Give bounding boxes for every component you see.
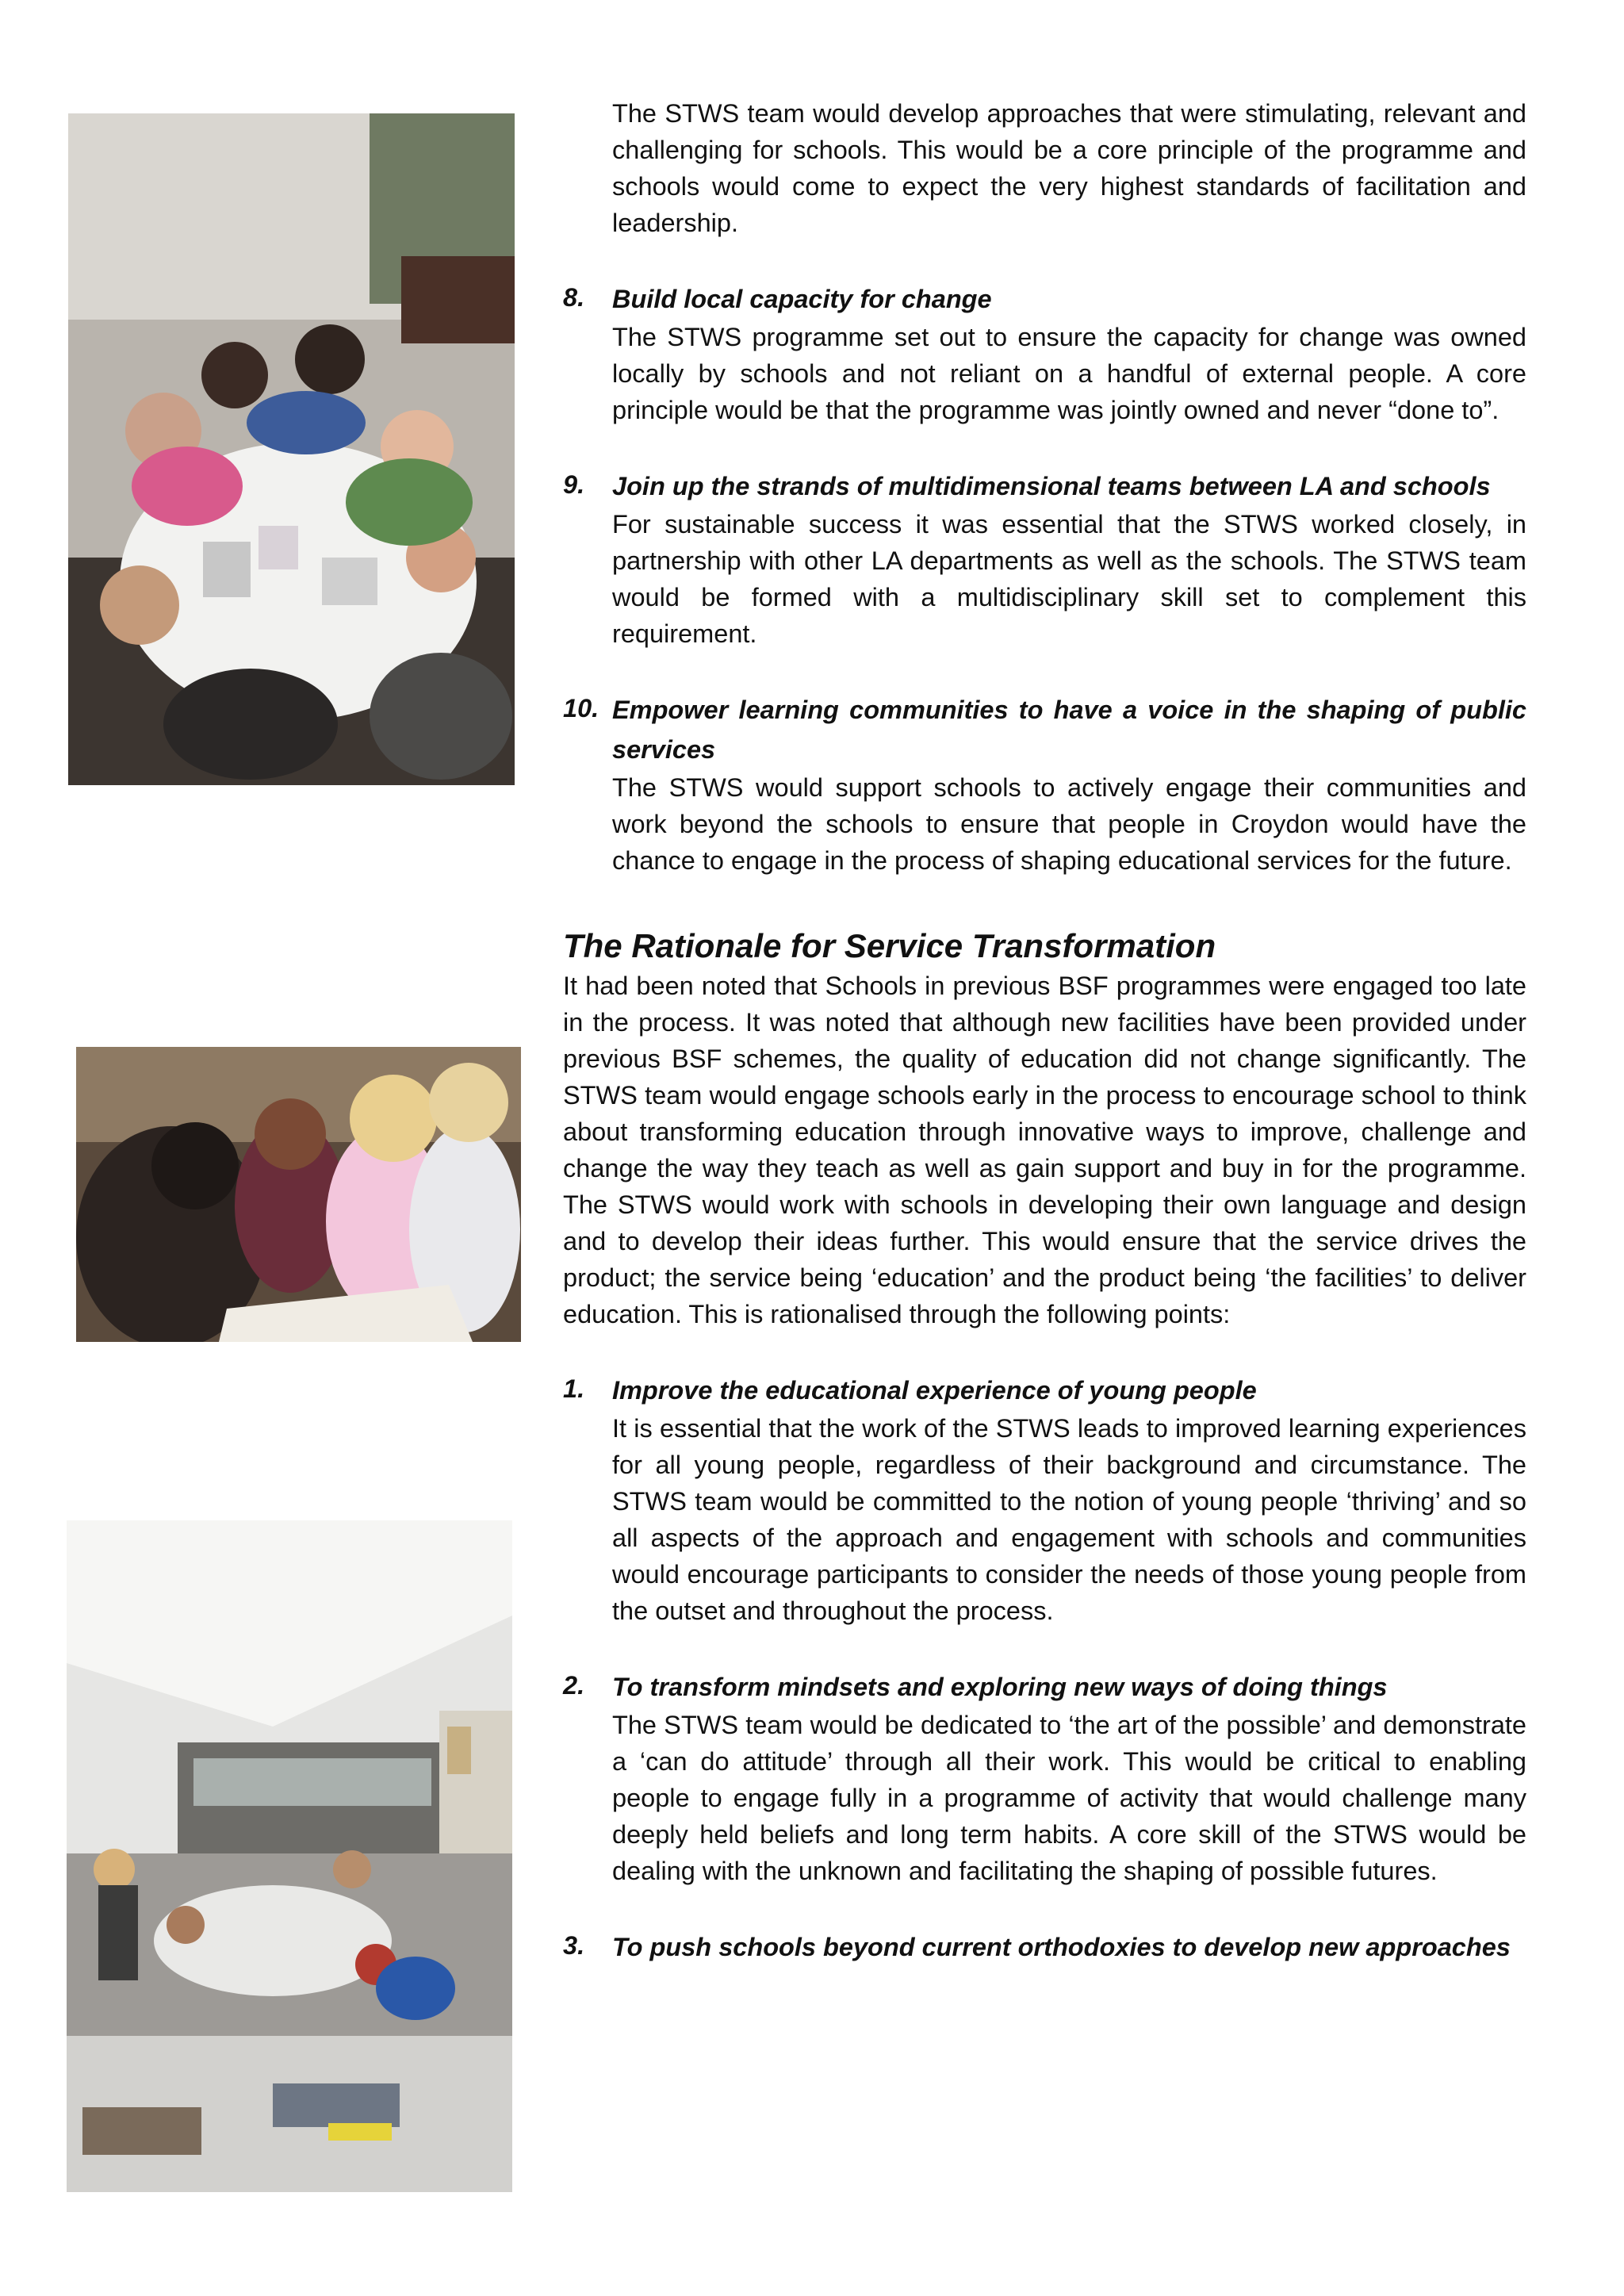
rationale-body: The STWS team would be dedicated to ‘the art of the possible’ and demonstrate a ‘can do attitude’ through all their work. This would be critical to enabling people to engage fully in a programme of activity that would challenge many deeply held beliefs and long term habits. A core skill of the STWS would be dealing with the unknown and facilitating the shaping of possible futures. [612,1711,1526,1885]
principle-number: 10. [563,694,599,723]
principle-title: Build local capacity for change [612,285,992,313]
rationale-title: Improve the educational experience of young people [612,1376,1257,1405]
main-text-column [563,95,1526,1967]
rationale-number: 2. [563,1671,585,1700]
section-intro: It had been noted that Schools in previous BSF programmes were engaged too late in the process. It was noted that although new facilities have been provided under previous BSF schemes, the quality of education did not change significantly. The STWS team would engage schools early in the process to encourage school to think about transforming education through innovative ways to improve, challenge and change the way they teach as well as gain support and buy in for the programme. The STWS would work with schools in developing their own language and design and to develop their ideas further. This would ensure that the service drives the product; the service being ‘education’ and the product being ‘the facilities’ to deliver education. This is rationalised through the following points: [563,972,1526,1328]
section-heading: The Rationale for Service Transformation [563,927,1216,964]
rationale-number: 3. [563,1931,585,1960]
rationale-title: To push schools beyond current orthodoxies to develop new approaches [612,1933,1511,1961]
classroom-photo [67,1520,512,2192]
rationale-body: It is essential that the work of the STWS leads to improved learning experiences for all young people, regardless of their background and circumstance. The STWS team would be committed to the notion of young people ‘thriving’ and so all aspects of the approach and engagement with schools and communities would encourage participants to consider the needs of those young people from the outset and throughout the process. [612,1414,1526,1625]
rationale-number: 1. [563,1374,585,1403]
rationale-point [563,1927,1526,1967]
rationale-point [563,1370,1526,1629]
workshop-photo-round-table [68,113,515,785]
principle-body: For sustainable success it was essential that the STWS worked closely, in partnership with other LA departments as well as the schools. The STWS team would be formed with a multidisciplinary skill set to complement this requirement. [612,510,1526,648]
principle-item [563,279,1526,428]
principle-number: 8. [563,283,585,312]
principle-title: Empower learning communities to have a voice in the shaping of public services [612,696,1526,764]
rationale-title: To transform mindsets and exploring new ways of doing things [612,1673,1388,1701]
principle-item [563,466,1526,652]
workshop-photo-girls-at-table [76,1047,521,1342]
principle-title: Join up the strands of multidimensional teams between LA and schools [612,472,1491,500]
principle-body: The STWS programme set out to ensure the capacity for change was owned locally by schools and not reliant on a handful of external people. A core principle would be that the programme was jointly owned and never “done to”. [612,323,1526,424]
principle-body: The STWS would support schools to actively engage their communities and work beyond the schools to ensure that people in Croydon would have the chance to engage in the process of shaping educational services for the future. [612,773,1526,875]
intro-paragraph: The STWS team would develop approaches that were stimulating, relevant and challenging for schools. This would be a core principle of the programme and schools would come to expect the very highest standards of facilitation and leadership. [612,99,1526,237]
principle-item [563,690,1526,879]
rationale-point [563,1667,1526,1889]
principle-number: 9. [563,470,585,499]
